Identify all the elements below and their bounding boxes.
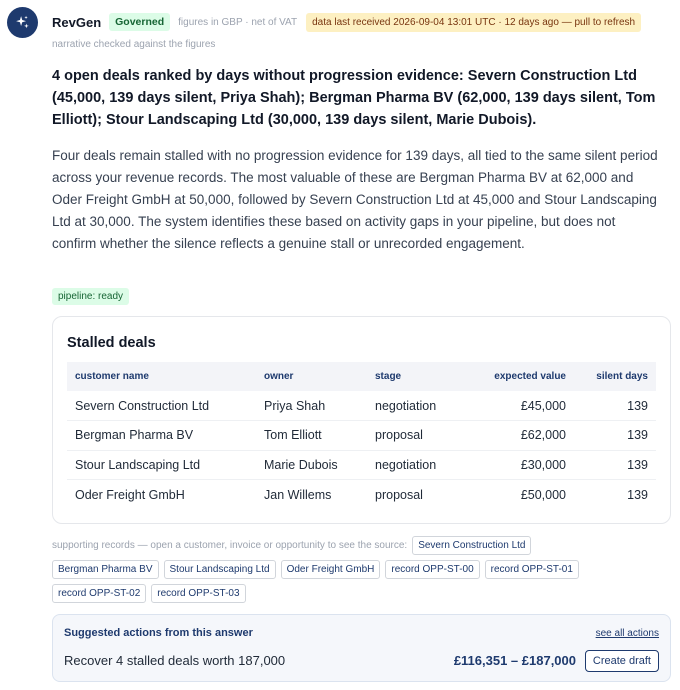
supporting-records-label: supporting records — open a customer, invoice or opportunity to see the source: [52, 540, 408, 551]
owner-cell: Tom Elliott [256, 421, 367, 451]
owner-cell: Marie Dubois [256, 450, 367, 480]
stage-cell: proposal [367, 421, 471, 451]
owner-cell: Priya Shah [256, 391, 367, 421]
card-title: Stalled deals [67, 335, 156, 351]
suggested-actions-title: Suggested actions from this answer [64, 627, 253, 639]
column-header: stage [367, 362, 471, 391]
record-chip[interactable]: record OPP-ST-00 [385, 560, 479, 579]
customer-name-cell: Severn Construction Ltd [67, 391, 256, 421]
action-value-range: £116,351 – £187,000 [453, 653, 576, 668]
expected-value-cell: £50,000 [520, 487, 566, 502]
table-row[interactable] [67, 480, 656, 510]
table-row[interactable] [67, 450, 656, 480]
table-header-row [67, 362, 656, 391]
staleness-notice[interactable]: data last received 2026-09-04 13:01 UTC · 12 days ago — pull to refresh [306, 13, 641, 32]
record-chip[interactable]: record OPP-ST-03 [151, 584, 245, 603]
record-chip[interactable]: Stour Landscaping Ltd [164, 560, 276, 579]
record-chip[interactable]: Bergman Pharma BV [52, 560, 159, 579]
avatar [7, 7, 38, 38]
record-chip[interactable]: Severn Construction Ltd [412, 536, 531, 555]
supporting-records-row [52, 536, 536, 555]
silent-days-cell: 139 [574, 450, 656, 480]
record-chip[interactable]: record OPP-ST-01 [485, 560, 579, 579]
record-chip[interactable]: record OPP-ST-02 [52, 584, 146, 603]
table-row[interactable] [67, 391, 656, 421]
column-header: customer name [67, 362, 256, 391]
column-header: silent days [574, 362, 656, 391]
expected-value-cell: £45,000 [471, 391, 574, 421]
table-row[interactable] [67, 421, 656, 451]
sparkle-icon [14, 14, 31, 31]
suggested-actions-panel [52, 614, 671, 682]
supporting-records-row [52, 584, 251, 603]
silent-days-cell: 139 [574, 391, 656, 421]
stalled-deals-table [67, 362, 656, 509]
answer-header [52, 12, 641, 32]
silent-days-cell: 139 [627, 487, 648, 502]
answer-body: Four deals remain stalled with no progression evidence for 139 days, all tied to the same silent period across your revenue records. The most valuable of these are Bergman Pharma BV at 62,000 and Oder Freight GmbH at 50,000, followed by Severn Construction Ltd at 45,000 and Stour Landscaping Ltd at 30,000. The system identifies these based on activity gaps in your pipeline, but does not confirm whether the silence reflects a genuine stall or unrecorded engagement. [52, 148, 658, 251]
supporting-records-row [52, 560, 584, 579]
expected-value-cell: £30,000 [471, 450, 574, 480]
stage-cell: negotiation [367, 391, 471, 421]
pipeline-status-badge: pipeline: ready [52, 288, 129, 305]
app-name: RevGen [52, 14, 102, 30]
stage-cell: negotiation [367, 450, 471, 480]
record-chip[interactable]: Oder Freight GmbH [281, 560, 381, 579]
column-header: owner [256, 362, 367, 391]
action-text: Recover 4 stalled deals worth 187,000 [64, 653, 286, 668]
customer-name-cell: Bergman Pharma BV [67, 421, 256, 451]
governed-badge: Governed [109, 13, 170, 31]
see-all-actions-link[interactable]: see all actions [595, 628, 659, 639]
currency-note: figures in GBP · net of VAT [178, 16, 298, 28]
answer-headline: 4 open deals ranked by days without progression evidence: Severn Construction Ltd (45,000, 139 days silent, Priya Shah); Bergman Pharma BV (62,000, 139 days silent, Tom Elliott); Stour Landscaping Ltd (30,000, 139 days silent, Marie Dubois). [52, 68, 656, 128]
column-header: expected value [471, 362, 574, 391]
customer-name-cell: Stour Landscaping Ltd [67, 450, 256, 480]
stalled-deals-card [52, 316, 671, 524]
expected-value-cell: £62,000 [471, 421, 574, 451]
stage-cell: proposal [375, 487, 423, 502]
create-draft-button[interactable]: Create draft [585, 650, 659, 672]
owner-cell: Jan Willems [264, 487, 332, 502]
narrative-note: narrative checked against the figures [52, 39, 216, 50]
silent-days-cell: 139 [574, 421, 656, 451]
customer-name-cell: Oder Freight GmbH [75, 487, 185, 502]
